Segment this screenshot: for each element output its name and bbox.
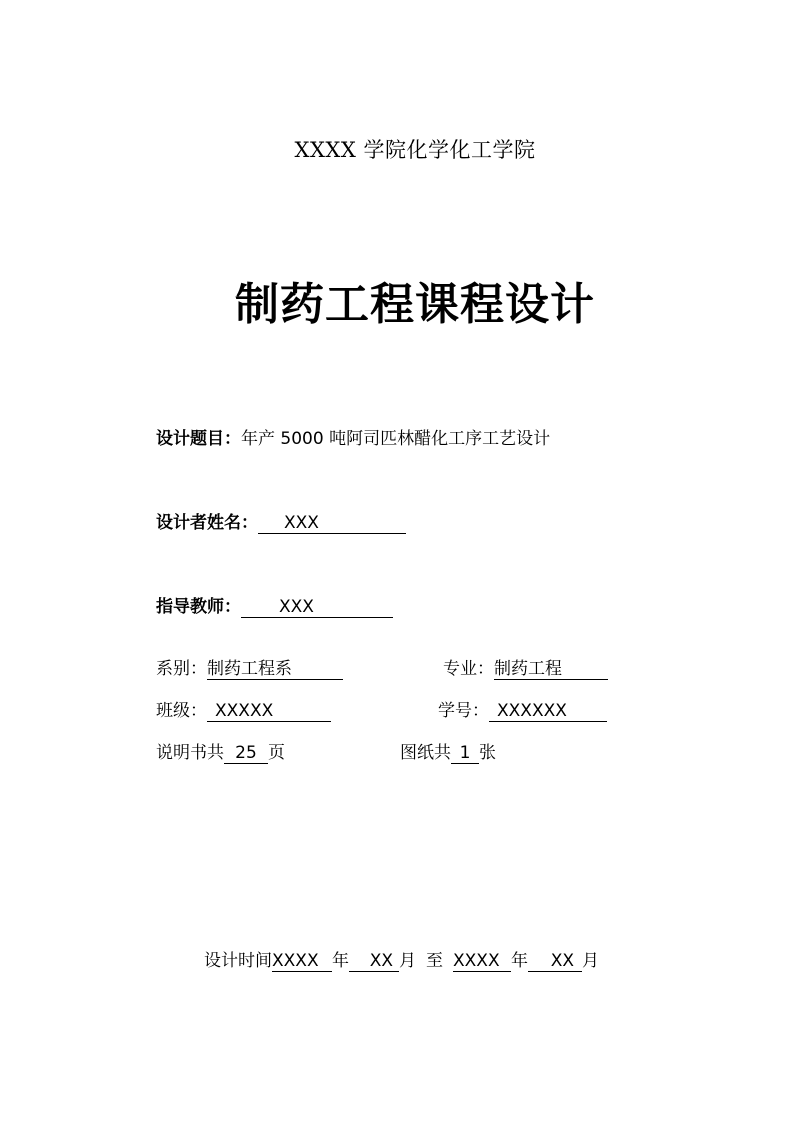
- class-value: XXXXX: [215, 701, 274, 721]
- drawings-suffix: 张: [479, 743, 496, 763]
- drawings-prefix: 图纸共: [400, 743, 451, 763]
- drawings-value: 1: [459, 743, 471, 763]
- start-month-field: [349, 951, 399, 972]
- major-value: 制药工程: [494, 659, 562, 679]
- date-range-separator: 至: [426, 951, 443, 971]
- manual-pages-prefix: 说明书共: [156, 743, 224, 763]
- department-label: 系别：: [156, 659, 207, 679]
- class-row: [156, 700, 331, 722]
- manual-pages-value: 25: [235, 743, 257, 763]
- document-title: 制药工程课程设计: [235, 279, 595, 330]
- start-year-value: XXXX: [272, 951, 319, 971]
- topic-value: 年产 5000 吨阿司匹林醋化工序工艺设计: [241, 429, 551, 449]
- class-label: 班级：: [156, 701, 207, 721]
- start-month-unit: 月: [399, 951, 416, 971]
- design-time-label: 设计时间: [204, 951, 272, 971]
- start-year-field: [272, 951, 332, 972]
- design-time-row: [204, 950, 599, 972]
- advisor-label: 指导教师：: [156, 597, 241, 617]
- designer-row: [156, 512, 406, 534]
- student-id-field: [489, 701, 607, 722]
- student-id-label: 学号：: [438, 701, 489, 721]
- start-year-unit: 年: [332, 951, 349, 971]
- drawings-field: [451, 743, 479, 764]
- designer-field: [258, 513, 406, 534]
- manual-pages-field: [224, 743, 268, 764]
- manual-pages-suffix: 页: [268, 743, 285, 763]
- major-row: [443, 658, 608, 680]
- student-id-value: XXXXXX: [497, 701, 567, 721]
- manual-pages-row: [156, 742, 285, 764]
- department-field: [207, 659, 343, 680]
- advisor-value: XXX: [279, 597, 314, 617]
- advisor-row: [156, 596, 393, 618]
- end-year-value: XXXX: [453, 951, 500, 971]
- end-year-field: [453, 951, 511, 972]
- designer-label: 设计者姓名：: [156, 513, 258, 533]
- major-field: [494, 659, 608, 680]
- college-name: XXXX 学院化学化工学院: [294, 138, 536, 162]
- class-field: [207, 701, 331, 722]
- department-row: [156, 658, 343, 680]
- student-id-row: [438, 700, 607, 722]
- topic-label: 设计题目：: [156, 429, 241, 449]
- end-month-field: [528, 951, 582, 972]
- advisor-field: [241, 597, 393, 618]
- designer-value: XXX: [284, 513, 319, 533]
- department-value: 制药工程系: [207, 659, 292, 679]
- end-month-unit: 月: [582, 951, 599, 971]
- start-month-value: XX: [369, 951, 393, 971]
- topic-row: [156, 428, 550, 450]
- end-month-value: XX: [550, 951, 574, 971]
- major-label: 专业：: [443, 659, 494, 679]
- end-year-unit: 年: [511, 951, 528, 971]
- drawings-row: [400, 742, 496, 764]
